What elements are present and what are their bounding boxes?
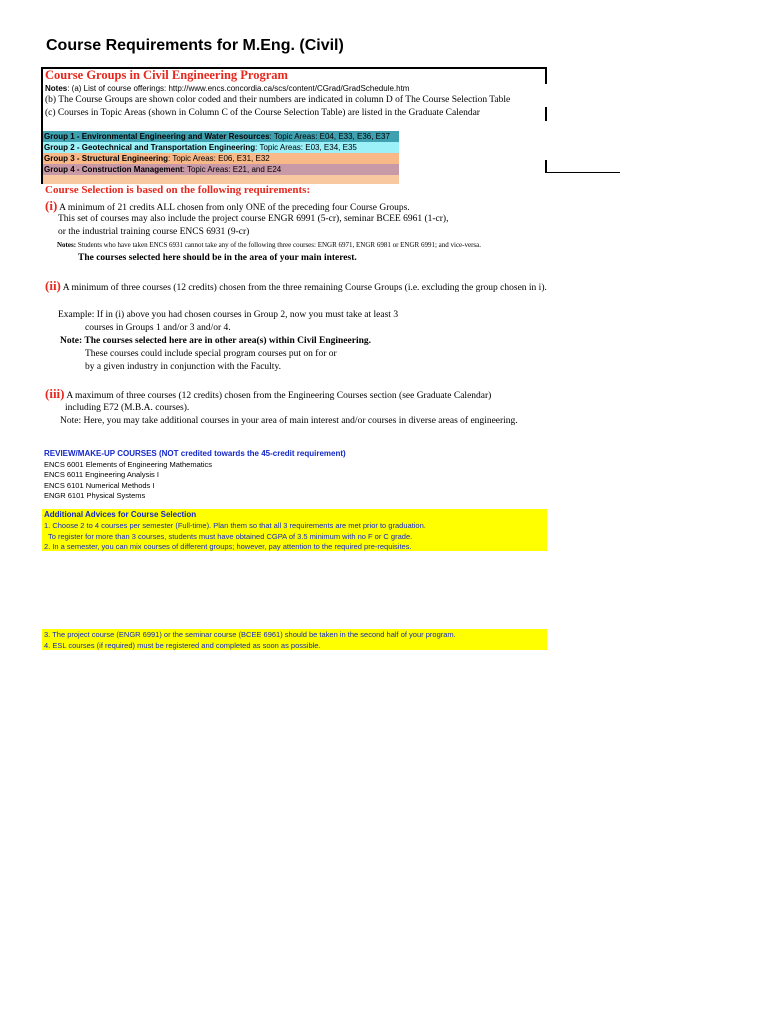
requirement-iii-line2: including E72 (M.B.A. courses).	[65, 403, 190, 413]
requirement-ii-note: Note: The courses selected here are in other area(s) within Civil Engineering.	[60, 336, 371, 346]
note-a	[45, 84, 409, 93]
group-color-fill	[43, 175, 399, 184]
review-courses-title: REVIEW/MAKE-UP COURSES (NOT credited towards the 45-credit requirement)	[44, 449, 346, 458]
group-1-name: Group 1 - Environmental Engineering and Water Resources	[44, 132, 270, 141]
group-4-row	[43, 164, 399, 175]
requirement-i-main-interest: The courses selected here should be in the area of your main interest.	[78, 253, 357, 263]
requirement-i	[45, 198, 410, 214]
group-2-row	[43, 142, 399, 153]
requirement-i-line2: This set of courses may also include the project course ENGR 6991 (5-cr), seminar BCEE 6961 (1-cr),	[58, 214, 449, 224]
group-1-row	[43, 131, 399, 142]
review-course-item: ENGR 6101 Physical Systems	[44, 491, 146, 500]
requirement-ii-example-cont: courses in Groups 1 and/or 3 and/or 4.	[85, 323, 231, 333]
requirement-ii-line4: by a given industry in conjunction with the Faculty.	[85, 362, 281, 372]
advice-item-3: 3. The project course (ENGR 6991) or the seminar course (BCEE 6961) should be taken in the second half of your program.	[44, 630, 456, 639]
requirement-i-notes-text: Students who have taken ENCS 6931 cannot take any of the following three courses: ENGR 6971, ENGR 6981 or ENGR 6991; and vice-versa.	[76, 241, 482, 249]
course-groups-title: Course Groups in Civil Engineering Program	[45, 68, 288, 82]
requirement-ii-text: A minimum of three courses (12 credits) chosen from the three remaining Course Groups (i.e. excluding the group chosen in i).	[60, 283, 547, 293]
requirement-i-text: A minimum of 21 credits ALL chosen from only ONE of the preceding four Course Groups.	[57, 203, 410, 213]
groups-box-border-right	[545, 67, 547, 84]
requirement-i-notes-label: Notes:	[57, 241, 77, 249]
numeral-i: (i)	[45, 198, 58, 213]
review-course-item: ENCS 6001 Elements of Engineering Mathematics	[44, 460, 213, 469]
groups-box-divider	[547, 172, 620, 173]
requirement-i-line3: or the industrial training course ENCS 6931 (9-cr)	[58, 227, 250, 237]
requirement-ii	[45, 278, 547, 294]
advice-item-4: 4. ESL courses (if required) must be registered and completed as soon as possible.	[44, 641, 321, 650]
group-1-topics: : Topic Areas: E04, E33, E36, E37	[269, 132, 390, 141]
group-2-topics: : Topic Areas: E03, E34, E35	[255, 143, 357, 152]
advice-item-2: 2. In a semester, you can mix courses of different groups; however, pay attention to the required pre-requisites.	[44, 542, 412, 551]
requirement-iii-line3: Note: Here, you may take additional courses in your area of main interest and/or courses in diverse areas of engineering.	[60, 416, 518, 426]
page-title: Course Requirements for M.Eng. (Civil)	[46, 37, 344, 54]
group-4-topics: : Topic Areas: E21, and E24	[182, 165, 282, 174]
numeral-ii: (ii)	[45, 278, 61, 293]
advice-item-1: 1. Choose 2 to 4 courses per semester (Full-time). Plan them so that all 3 requirements are met prior to graduation.	[44, 521, 426, 530]
requirement-iii-text: A maximum of three courses (12 credits) chosen from the Engineering Courses section (see Graduate Calendar)	[64, 391, 492, 401]
advice-title: Additional Advices for Course Selection	[44, 510, 197, 519]
group-3-topics: : Topic Areas: E06, E31, E32	[168, 154, 270, 163]
requirement-i-notes	[57, 241, 481, 249]
note-b: (b) The Course Groups are shown color coded and their numbers are indicated in column D of The Course Selection Table	[45, 95, 511, 105]
groups-box-border-right	[545, 107, 547, 121]
numeral-iii: (iii)	[45, 386, 65, 401]
note-c: (c) Courses in Topic Areas (shown in Column C of the Course Selection Table) are listed in the Graduate Calendar	[45, 108, 480, 118]
group-3-row	[43, 153, 399, 164]
requirement-ii-example: Example: If in (i) above you had chosen courses in Group 2, now you must take at least 3	[58, 310, 399, 320]
group-4-name: Group 4 - Construction Management	[44, 165, 183, 174]
group-3-name: Group 3 - Structural Engineering	[44, 154, 169, 163]
notes-label: Notes	[45, 84, 68, 93]
note-a-text: : (a) List of course offerings: http://www.encs.concordia.ca/scs/content/CGrad/GradSchedule.htm	[67, 84, 410, 93]
review-course-item: ENCS 6011 Engineering Analysis I	[44, 470, 159, 479]
advice-item-1-cont: To register for more than 3 courses, students must have obtained CGPA of 3.5 minimum with no F or C grade.	[48, 532, 413, 541]
requirement-iii	[45, 386, 491, 402]
review-course-item: ENCS 6101 Numerical Methods I	[44, 481, 155, 490]
requirement-ii-line3: These courses could include special program courses put on for or	[85, 349, 337, 359]
group-2-name: Group 2 - Geotechnical and Transportation Engineering	[44, 143, 256, 152]
course-selection-title: Course Selection is based on the following requirements:	[45, 184, 311, 196]
